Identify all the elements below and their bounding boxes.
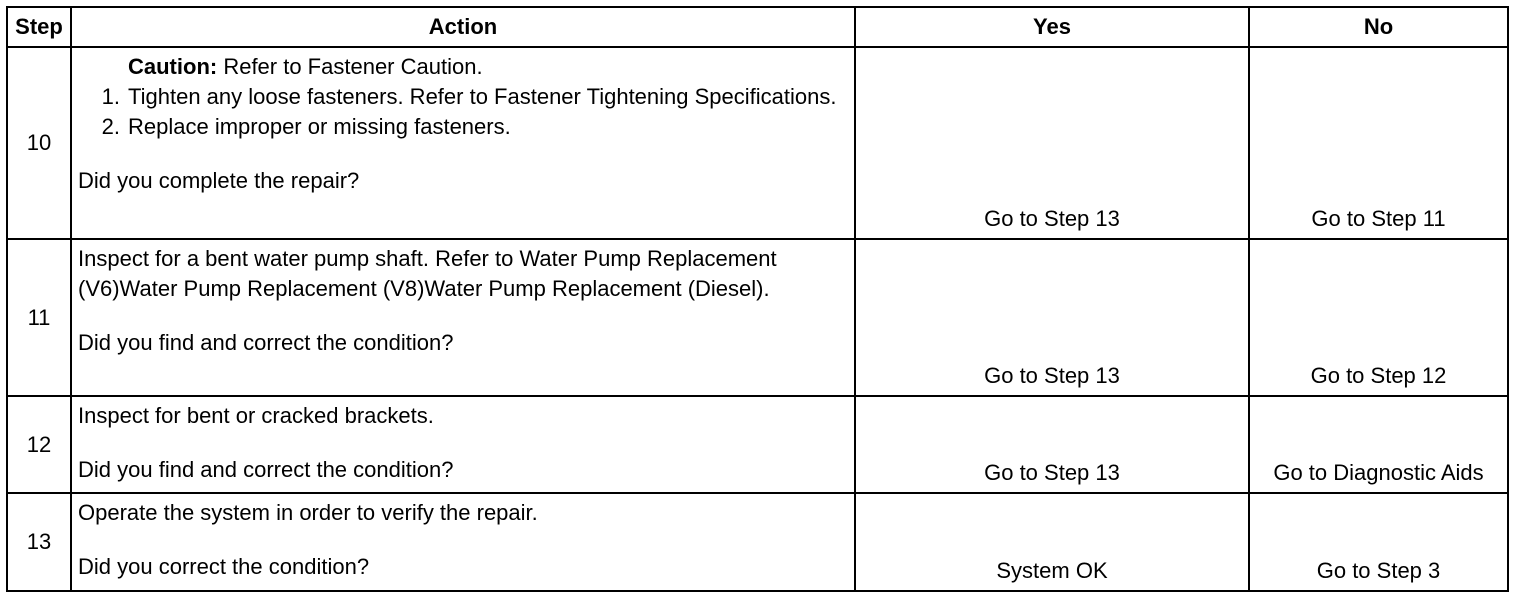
caution-text: Refer to Fastener Caution.: [217, 54, 483, 79]
no-result: Go to Diagnostic Aids: [1249, 396, 1508, 493]
list-item-text: Tighten any loose fasteners. Refer to Fastener Tightening Specifications.: [128, 84, 837, 109]
list-item: [78, 82, 848, 112]
question-text: Did you complete the repair?: [78, 168, 360, 193]
spacer: [78, 142, 848, 166]
header-action: Action: [71, 7, 855, 47]
no-result: Go to Step 3: [1249, 493, 1508, 591]
step-number: 13: [7, 493, 71, 591]
question-text: Did you find and correct the condition?: [78, 330, 454, 355]
table-row: [7, 396, 1508, 493]
step-number: 12: [7, 396, 71, 493]
step-number: 11: [7, 239, 71, 396]
action-text: Inspect for bent or cracked brackets.: [78, 403, 434, 428]
action-cell: [71, 47, 855, 239]
list-item-text: Replace improper or missing fasteners.: [128, 114, 511, 139]
list-item: [78, 112, 848, 142]
header-no: No: [1249, 7, 1508, 47]
yes-result: Go to Step 13: [855, 396, 1249, 493]
table-row: [7, 239, 1508, 396]
action-text: Inspect for a bent water pump shaft. Refer to Water Pump Replacement (V6)Water Pump Replacement (V8)Water Pump Replacement (Diesel).: [78, 246, 777, 301]
diagnostic-table: [6, 6, 1509, 592]
diagnostic-table-container: [6, 6, 1509, 592]
list-item-number: 1.: [101, 84, 120, 109]
action-steps-list: [78, 82, 848, 142]
action-cell: [71, 396, 855, 493]
yes-result: System OK: [855, 493, 1249, 591]
spacer: [78, 431, 848, 455]
question-text: Did you find and correct the condition?: [78, 457, 454, 482]
no-result: Go to Step 12: [1249, 239, 1508, 396]
caution-label: Caution:: [128, 54, 218, 79]
yes-result: Go to Step 13: [855, 47, 1249, 239]
action-cell: [71, 239, 855, 396]
header-yes: Yes: [855, 7, 1249, 47]
list-item-number: 2.: [101, 114, 120, 139]
question-text: Did you correct the condition?: [78, 554, 370, 579]
action-text: Operate the system in order to verify the repair.: [78, 500, 538, 525]
step-number: 10: [7, 47, 71, 239]
table-header-row: [7, 7, 1508, 47]
table-row: [7, 47, 1508, 239]
spacer: [78, 304, 848, 328]
caution-note: [78, 52, 848, 82]
yes-result: Go to Step 13: [855, 239, 1249, 396]
no-result: Go to Step 11: [1249, 47, 1508, 239]
spacer: [78, 528, 848, 552]
header-step: Step: [7, 7, 71, 47]
table-row: [7, 493, 1508, 591]
action-cell: [71, 493, 855, 591]
